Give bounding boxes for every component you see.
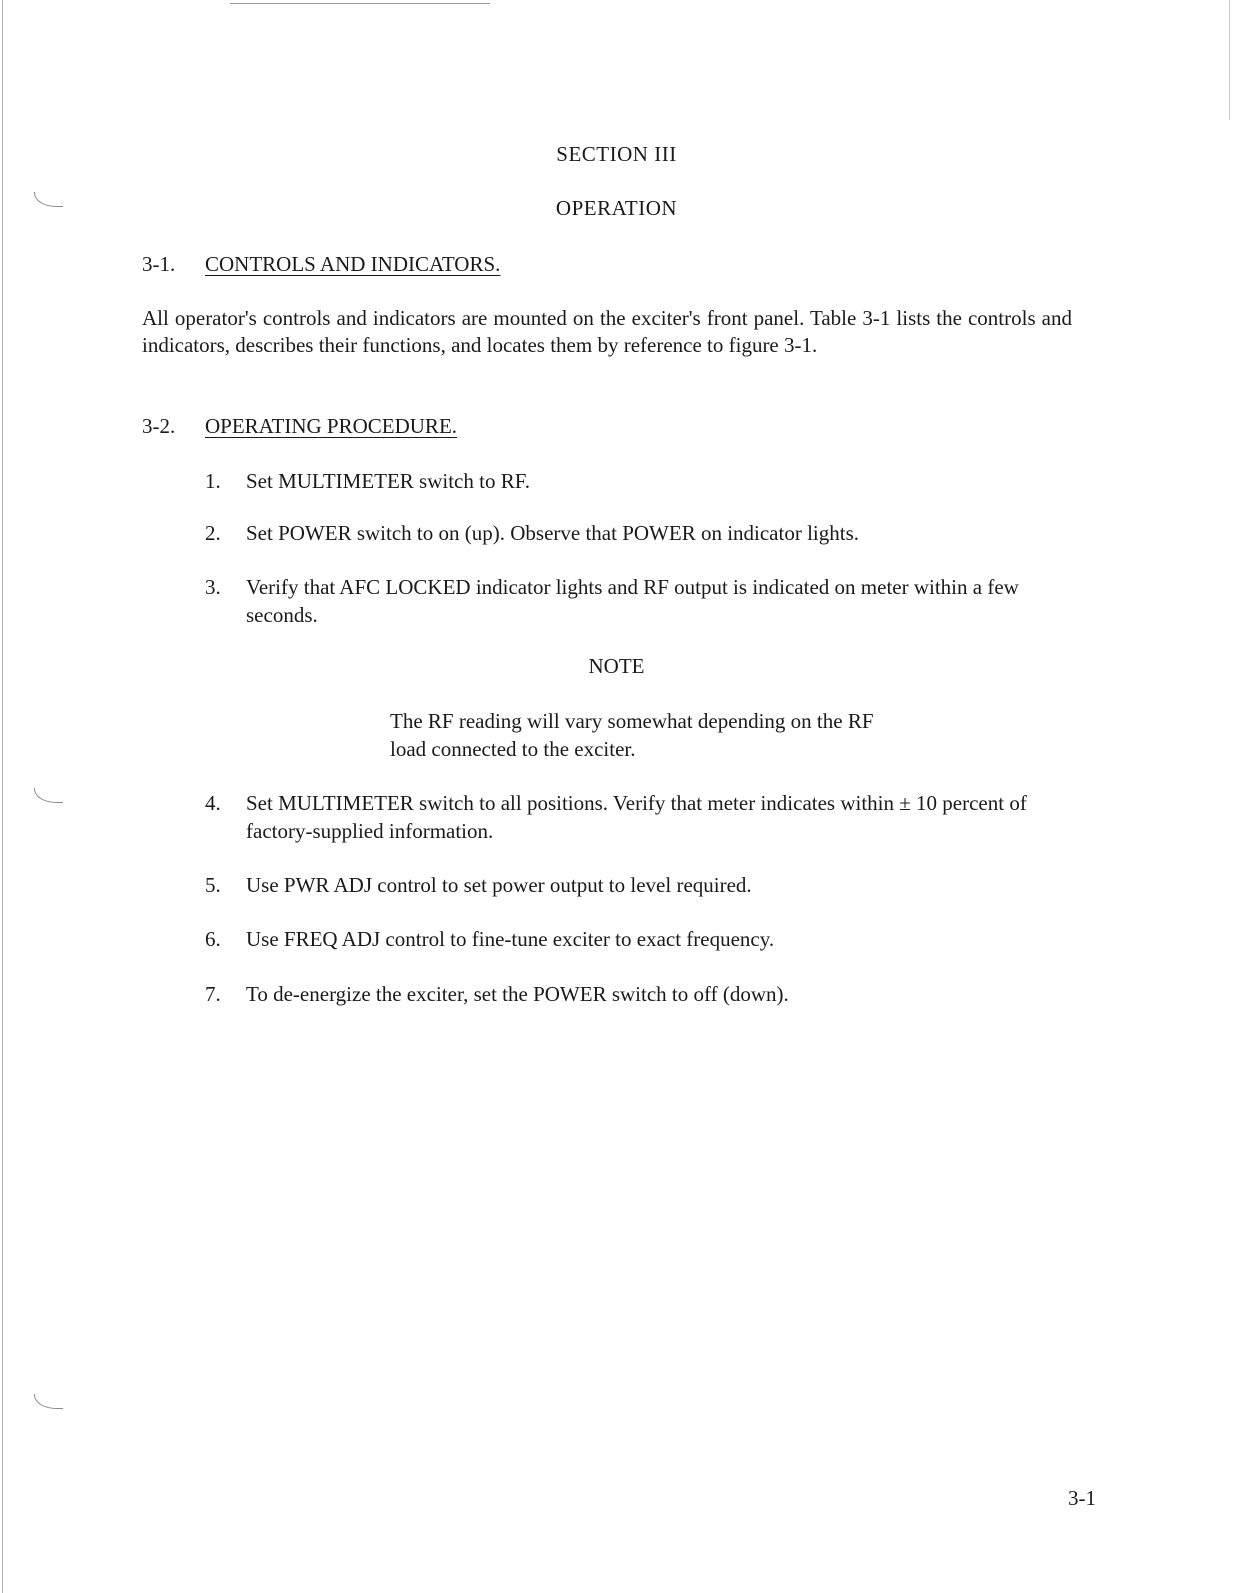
step-text: Set POWER switch to on (up). Observe that POWER on indicator lights.	[246, 521, 860, 545]
step-number: 7.	[205, 982, 221, 1006]
scan-edge-top	[230, 3, 490, 4]
step-text: Set MULTIMETER switch to RF.	[246, 469, 530, 493]
procedure-step	[205, 789, 1075, 845]
scan-edge-left	[2, 0, 3, 1593]
paragraph-title: OPERATING PROCEDURE.	[205, 414, 458, 438]
procedure-step	[205, 925, 1075, 953]
step-number: 1.	[205, 469, 221, 493]
step-number: 2.	[205, 521, 221, 545]
step-number: 5.	[205, 873, 221, 897]
note-label: NOTE	[588, 654, 645, 678]
procedure-step	[205, 573, 1025, 629]
binder-hole-mark	[34, 788, 63, 803]
step-number: 4.	[205, 791, 221, 815]
page-number: 3-1	[1068, 1486, 1096, 1510]
controls-intro-paragraph: All operator's controls and indicators are mounted on the exciter's front panel. Table 3-1 lists the controls and indicators, describes their functions, and locates them by reference to figure 3-1.	[142, 306, 1072, 357]
step-text: To de-energize the exciter, set the POWER switch to off (down).	[246, 982, 789, 1006]
section-title: OPERATION	[555, 196, 678, 220]
paragraph-number: 3-2.	[142, 414, 176, 438]
binder-hole-mark	[34, 1394, 63, 1409]
paragraph-heading-controls	[142, 252, 500, 277]
step-number: 6.	[205, 927, 221, 951]
paragraph-number: 3-1.	[142, 252, 176, 276]
paragraph-title: CONTROLS AND INDICATORS.	[205, 252, 501, 276]
step-text: Use FREQ ADJ control to fine-tune exciter to exact frequency.	[246, 927, 775, 951]
procedure-step	[205, 871, 1075, 899]
step-text: Set MULTIMETER switch to all positions. Verify that meter indicates within ± 10 percent of factory-supplied information.	[246, 791, 1027, 843]
section-number: SECTION III	[556, 142, 677, 166]
paragraph-heading-procedure	[142, 414, 457, 439]
step-text: Use PWR ADJ control to set power output to level required.	[246, 873, 752, 897]
step-number: 3.	[205, 575, 221, 599]
procedure-step	[205, 980, 1075, 1008]
step-text: Verify that AFC LOCKED indicator lights and RF output is indicated on meter within a few seconds.	[246, 575, 1019, 627]
note-text: The RF reading will vary somewhat depending on the RF load connected to the exciter.	[390, 709, 874, 761]
scan-edge-right	[1229, 0, 1230, 120]
procedure-step	[205, 467, 1075, 495]
procedure-step	[205, 519, 1075, 547]
